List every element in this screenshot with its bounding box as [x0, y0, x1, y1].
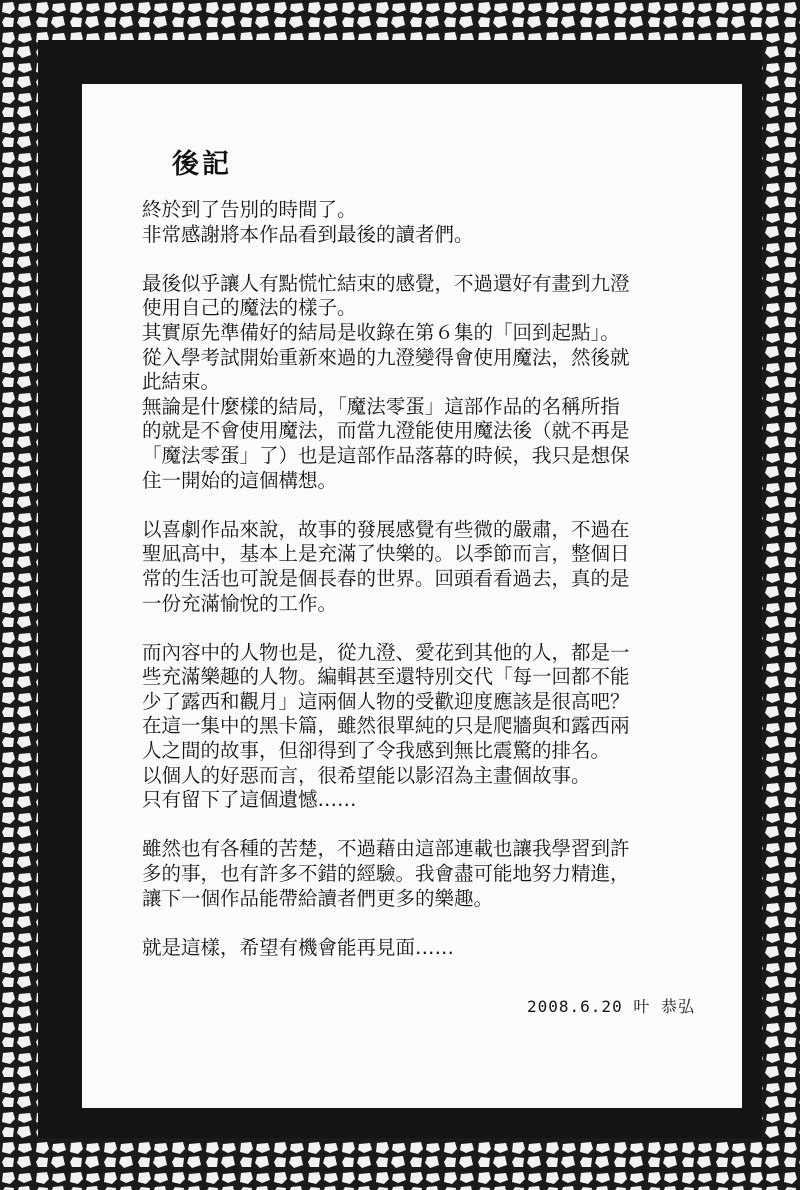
text-line: 「魔法零蛋」了）也是這部作品落幕的時候，我只是想保: [142, 443, 630, 467]
paragraph-gap: [142, 247, 702, 272]
text-line: 住一開始的這個構想。: [142, 468, 338, 492]
text-line: 讓下一個作品能帶給讀者們更多的樂趣。: [142, 886, 494, 910]
paragraph-gap: [142, 813, 702, 838]
text-line: 使用自己的魔法的樣子。: [142, 296, 357, 320]
text-line: 以個人的好惡而言，很希望能以影沼為主畫個故事。: [142, 763, 591, 787]
text-line: 的就是不會使用魔法，而當九澄能使用魔法後（就不再是: [142, 419, 630, 443]
text-line: 一份充滿愉悅的工作。: [142, 591, 338, 615]
afterword-body: [142, 198, 702, 960]
afterword-title: 後記: [172, 149, 232, 180]
text-line: 此結束。: [142, 370, 221, 394]
text-line: 非常感謝將本作品看到最後的讀者們。: [142, 222, 474, 246]
text-line: 多的事，也有許多不錯的經驗。我會盡可能地努力精進，: [142, 862, 630, 886]
text-line: 無論是什麼樣的結局，「魔法零蛋」這部作品的名稱所指: [142, 394, 620, 418]
text-line: 常的生活也可說是個長春的世界。回頭看看過去，真的是: [142, 566, 630, 590]
text-line: 終於到了告別的時間了。: [142, 198, 357, 221]
text-line: 而內容中的人物也是，從九澄、愛花到其他的人，都是一: [142, 640, 630, 664]
paragraph-gap: [142, 911, 702, 936]
date-signature: 2008.6.20 叶 恭弘: [527, 997, 695, 1016]
paragraph-gap: [142, 493, 702, 518]
paragraph-gap: [142, 616, 702, 641]
text-line: 就是這樣，希望有機會能再見面……: [142, 935, 455, 959]
text-line: 其實原先準備好的結局是收錄在第６集的「回到起點」。: [142, 320, 620, 344]
text-line: 在這一集中的黑卡篇，雖然很單純的只是爬牆與和露西兩: [142, 714, 630, 738]
text-line: 雖然也有各種的苦楚，不過藉由這部連載也讓我學習到許: [142, 837, 630, 861]
text-line: 從入學考試開始重新來過的九澄變得會使用魔法，然後就: [142, 345, 630, 369]
text-line: 聖凪高中，基本上是充滿了快樂的。以季節而言，整個日: [142, 542, 630, 566]
text-line: 只有留下了這個遺憾……: [142, 788, 357, 812]
text-line: 些充滿樂趣的人物。編輯甚至還特別交代「每一回都不能: [142, 665, 630, 689]
text-line: 少了露西和觀月」這兩個人物的受歡迎度應該是很高吧？: [142, 689, 630, 713]
text-line: 人之間的故事，但卻得到了令我感到無比震驚的排名。: [142, 739, 611, 763]
text-line: 以喜劇作品來說，故事的發展感覺有些微的嚴肅，不過在: [142, 517, 630, 541]
text-line: 最後似乎讓人有點慌忙結束的感覺，不過還好有畫到九澄: [142, 271, 630, 295]
